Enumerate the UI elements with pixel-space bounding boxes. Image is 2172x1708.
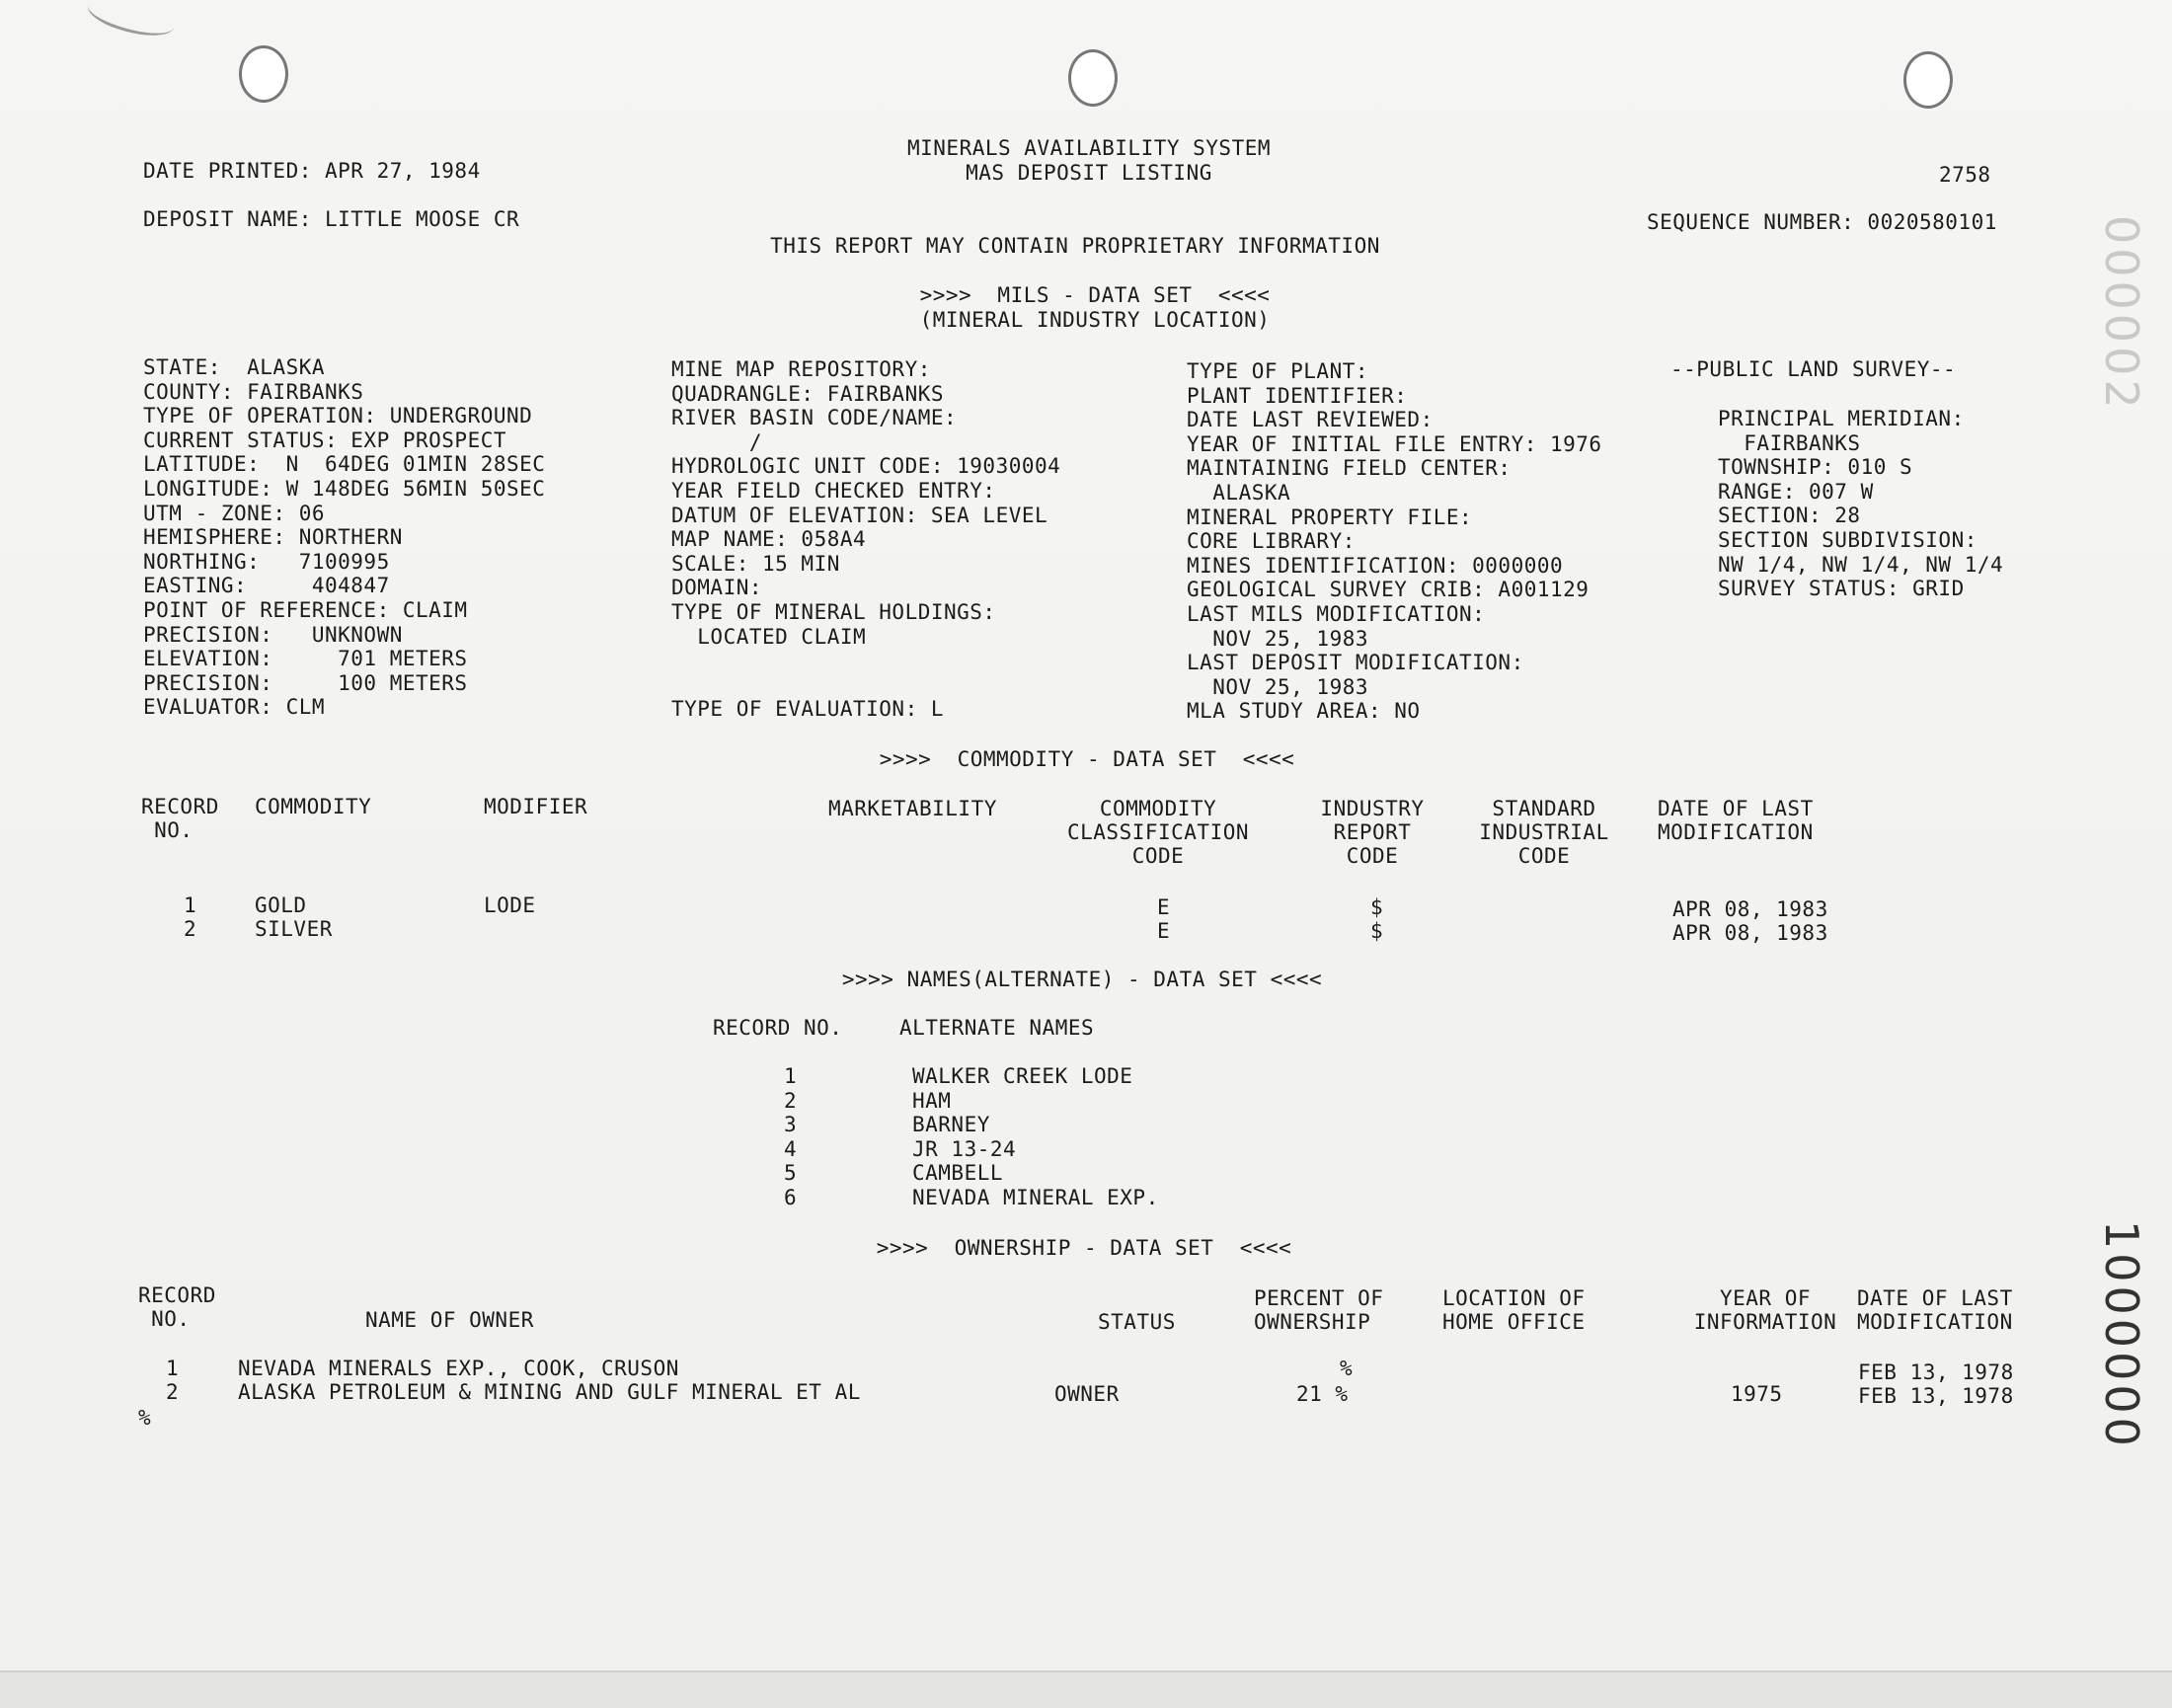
commodity-header-classification: COMMODITY CLASSIFICATION CODE: [1066, 797, 1250, 868]
mils-field: YEAR OF INITIAL FILE ENTRY: 1976: [1187, 431, 1602, 456]
punch-hole-center: [1068, 49, 1118, 107]
mils-field: PRECISION: UNKNOWN: [143, 622, 403, 647]
commodity-header-sic: STANDARD INDUSTRIAL CODE: [1479, 797, 1609, 868]
ownership-row-status: OWNER: [1054, 1382, 1120, 1406]
ownership-row-date: FEB 13, 1978: [1858, 1384, 2014, 1408]
mils-field: STATE: ALASKA: [143, 355, 326, 379]
plss-field: PRINCIPAL MERIDIAN:: [1718, 407, 1965, 430]
ownership-row-no: 1: [166, 1357, 180, 1380]
mils-field: GEOLOGICAL SURVEY CRIB: A001129: [1187, 578, 1590, 602]
mils-field: MINE MAP REPOSITORY:: [671, 357, 931, 381]
alternate-name-record-no: 6: [784, 1186, 798, 1209]
ownership-row-percent: %: [1340, 1357, 1354, 1380]
mils-field: EASTING: 404847: [143, 574, 390, 598]
mils-field: LAST MILS MODIFICATION:: [1187, 602, 1486, 626]
mils-field: COUNTY: FAIRBANKS: [143, 379, 364, 404]
names-heading: >>>> NAMES(ALTERNATE) - DATA SET <<<<: [841, 968, 1323, 991]
commodity-row-date: APR 08, 1983: [1672, 897, 1828, 921]
ownership-header-owner: NAME OF OWNER: [365, 1308, 534, 1332]
commodity-header-marketability: MARKETABILITY: [828, 797, 997, 820]
ownership-trailing-mark: %: [138, 1406, 152, 1430]
commodity-header-record: RECORD NO.: [141, 795, 219, 842]
mils-field: SCALE: 15 MIN: [671, 551, 840, 576]
alternate-name: BARNEY: [912, 1113, 990, 1137]
commodity-row-commodity: GOLD: [255, 893, 307, 917]
alternate-name: NEVADA MINERAL EXP.: [912, 1186, 1159, 1209]
ownership-row-percent: 21 %: [1296, 1382, 1349, 1406]
mils-field: LOCATED CLAIM: [671, 624, 867, 649]
mils-field: ELEVATION: 701 METERS: [143, 647, 468, 671]
mils-field: MLA STUDY AREA: NO: [1187, 699, 1421, 724]
ownership-row-owner: NEVADA MINERALS EXP., COOK, CRUSON: [238, 1357, 679, 1380]
mils-field: HEMISPHERE: NORTHERN: [143, 525, 403, 550]
ownership-header-status: STATUS: [1098, 1310, 1176, 1334]
mils-field: TYPE OF OPERATION: UNDERGROUND: [143, 404, 533, 428]
punch-hole-right: [1903, 51, 1953, 109]
commodity-row-date: APR 08, 1983: [1672, 921, 1828, 945]
mils-field: DOMAIN:: [671, 576, 763, 600]
commodity-header-commodity: COMMODITY: [255, 795, 372, 818]
commodity-header-modifier: MODIFIER: [484, 795, 588, 818]
plss-field: NW 1/4, NW 1/4, NW 1/4: [1718, 552, 2004, 577]
plss-field: RANGE: 007 W: [1718, 479, 1874, 504]
document-stamp-number: 1000000: [2095, 1220, 2148, 1450]
faint-stamp-number: 000002: [2095, 215, 2148, 413]
ownership-header-percent: PERCENT OF OWNERSHIP: [1254, 1286, 1384, 1334]
mils-field: EVALUATOR: CLM: [143, 695, 326, 720]
sequence-number: SEQUENCE NUMBER: 0020580101: [1647, 210, 1997, 234]
mils-field: CORE LIBRARY:: [1187, 529, 1356, 554]
mils-field: NORTHING: 7100995: [143, 549, 390, 574]
alternate-name-record-no: 2: [784, 1088, 798, 1113]
mils-subheading: (MINERAL INDUSTRY LOCATION): [919, 308, 1271, 332]
report-title: MINERALS AVAILABILITY SYSTEM: [906, 136, 1272, 160]
ownership-header-year: YEAR OF INFORMATION: [1693, 1286, 1837, 1334]
mils-field: TYPE OF PLANT:: [1187, 359, 1369, 383]
mils-field: HYDROLOGIC UNIT CODE: 19030004: [671, 454, 1061, 479]
plss-field: TOWNSHIP: 010 S: [1718, 455, 1913, 480]
commodity-row-no: 2: [184, 917, 197, 941]
plss-field: FAIRBANKS: [1718, 430, 1861, 455]
mils-field: RIVER BASIN CODE/NAME:: [671, 406, 958, 430]
mils-field: YEAR FIELD CHECKED ENTRY:: [671, 479, 996, 503]
mils-field: UTM - ZONE: 06: [143, 501, 326, 525]
mils-field: CURRENT STATUS: EXP PROSPECT: [143, 427, 507, 452]
mils-field: ALASKA: [1187, 481, 1291, 505]
mils-field: TYPE OF MINERAL HOLDINGS:: [671, 600, 996, 624]
mils-field: MINES IDENTIFICATION: 0000000: [1187, 553, 1564, 578]
commodity-row-commodity: SILVER: [255, 917, 333, 941]
mils-field: MINERAL PROPERTY FILE:: [1187, 505, 1473, 529]
mils-field: PLANT IDENTIFIER:: [1187, 383, 1408, 408]
commodity-header-industry: INDUSTRY REPORT CODE: [1320, 797, 1425, 868]
commodity-header-date: DATE OF LAST MODIFICATION: [1658, 797, 1814, 844]
page-bottom-edge: [0, 1670, 2172, 1708]
ownership-heading: >>>> OWNERSHIP - DATA SET <<<<: [876, 1236, 1292, 1260]
alternate-name: JR 13-24: [912, 1136, 1017, 1161]
ownership-row-no: 2: [166, 1380, 180, 1404]
commodity-row-modifier: LODE: [484, 893, 536, 917]
mils-field: TYPE OF EVALUATION: L: [671, 697, 945, 722]
date-printed: DATE PRINTED: APR 27, 1984: [143, 159, 481, 183]
plss-field: SECTION: 28: [1718, 504, 1861, 528]
mils-field: POINT OF REFERENCE: CLAIM: [143, 598, 468, 622]
mils-field: QUADRANGLE: FAIRBANKS: [671, 381, 945, 406]
mils-field: DATUM OF ELEVATION: SEA LEVEL: [671, 503, 1048, 527]
ownership-header-record: RECORD NO.: [138, 1283, 216, 1331]
mils-field: MAINTAINING FIELD CENTER:: [1187, 456, 1512, 481]
alternate-name: HAM: [912, 1088, 952, 1113]
mils-heading: >>>> MILS - DATA SET <<<<: [919, 283, 1271, 307]
deposit-name: DEPOSIT NAME: LITTLE MOOSE CR: [143, 207, 520, 231]
plss-field: SURVEY STATUS: GRID: [1718, 577, 1965, 601]
ownership-row-date: FEB 13, 1978: [1858, 1360, 2014, 1384]
mils-field: NOV 25, 1983: [1187, 626, 1369, 651]
punch-hole-left: [239, 45, 288, 103]
plss-field: SECTION SUBDIVISION:: [1718, 528, 1978, 552]
ownership-row-year: 1975: [1731, 1382, 1783, 1406]
page-number: 2758: [1939, 163, 1991, 187]
mils-field: PRECISION: 100 METERS: [143, 670, 468, 695]
ownership-header-date: DATE OF LAST MODIFICATION: [1857, 1286, 2013, 1334]
alternate-name-record-no: 4: [784, 1136, 798, 1161]
commodity-heading: >>>> COMMODITY - DATA SET <<<<: [879, 747, 1295, 771]
mils-field: /: [671, 429, 763, 454]
mils-field: LAST DEPOSIT MODIFICATION:: [1187, 651, 1524, 675]
alternate-name: CAMBELL: [912, 1161, 1004, 1186]
ownership-row-owner: ALASKA PETROLEUM & MINING AND GULF MINERAL ET AL: [238, 1380, 861, 1404]
public-land-survey-heading: --PUBLIC LAND SURVEY--: [1670, 357, 1957, 381]
names-header-record: RECORD NO.: [713, 1016, 843, 1040]
alternate-name-record-no: 1: [784, 1064, 798, 1088]
mils-field: NOV 25, 1983: [1187, 674, 1369, 699]
mils-field: DATE LAST REVIEWED:: [1187, 408, 1434, 432]
report-subtitle: MAS DEPOSIT LISTING: [966, 161, 1212, 185]
proprietary-notice: THIS REPORT MAY CONTAIN PROPRIETARY INFORMATION: [770, 234, 1380, 258]
mils-field: MAP NAME: 058A4: [671, 527, 867, 552]
alternate-name: WALKER CREEK LODE: [912, 1064, 1133, 1088]
ownership-header-location: LOCATION OF HOME OFFICE: [1442, 1286, 1586, 1334]
alternate-name-record-no: 5: [784, 1161, 798, 1186]
paper-smudge: [84, 0, 179, 45]
commodity-row-class: E: [1157, 919, 1171, 943]
commodity-row-no: 1: [184, 893, 197, 917]
commodity-row-industry: $: [1370, 919, 1384, 943]
mils-field: LATITUDE: N 64DEG 01MIN 28SEC: [143, 452, 546, 477]
mils-field: LONGITUDE: W 148DEG 56MIN 50SEC: [143, 477, 546, 501]
names-header-alternate: ALTERNATE NAMES: [899, 1016, 1095, 1040]
commodity-row-industry: $: [1370, 895, 1384, 919]
commodity-row-class: E: [1157, 895, 1171, 919]
alternate-name-record-no: 3: [784, 1113, 798, 1137]
